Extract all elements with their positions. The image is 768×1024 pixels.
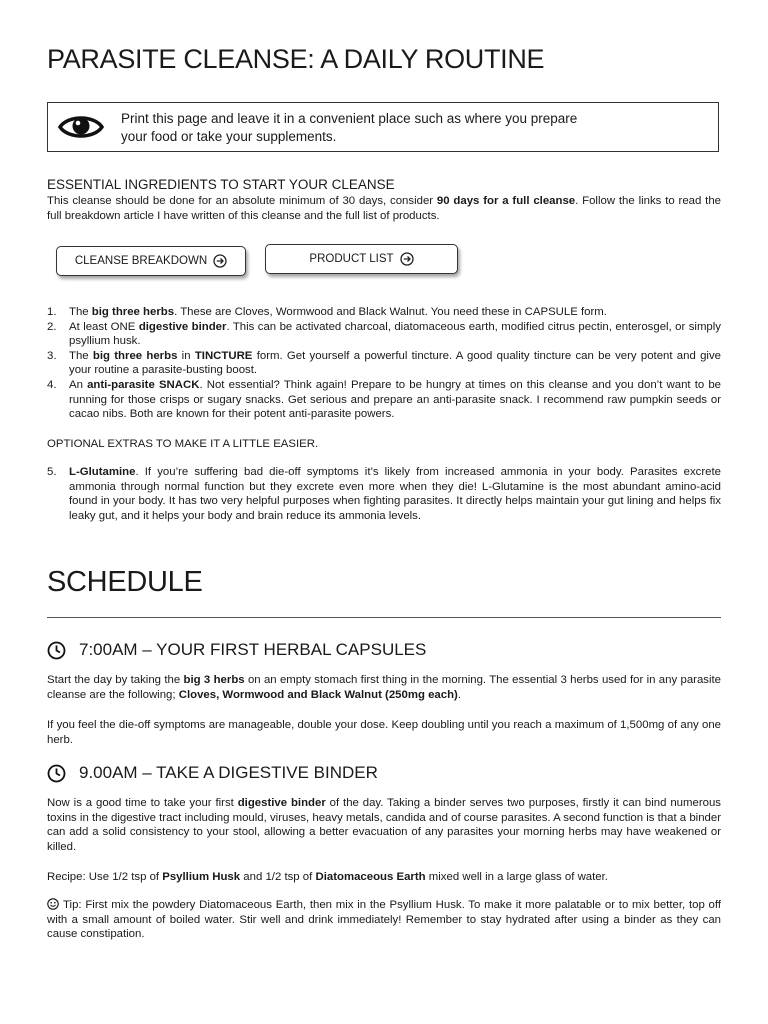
item-emphasis: TINCTURE [194,349,253,362]
item-emphasis: big three herbs [91,306,175,318]
paragraph-text: Recipe: Use 1/2 tsp of [47,871,163,883]
list-item [47,320,721,349]
cleanse-breakdown-label: CLEANSE BREAKDOWN [74,255,208,267]
item-text: The [69,349,93,362]
product-list-label: PRODUCT LIST [309,253,394,265]
paragraph-text: Start the day by taking the [47,674,184,686]
cleanse-breakdown-button[interactable] [56,246,246,276]
paragraph-emphasis: digestive binder [237,797,326,809]
notice-text [121,110,711,146]
paragraph-emphasis: Cloves, Wormwood and Black Walnut (250mg each) [178,688,458,701]
eye-icon [58,111,104,143]
title-sub: A DAILY ROUTINE [320,44,545,74]
arrow-circle-icon [213,254,227,268]
list-item [47,305,721,320]
list-item [47,465,721,523]
list-item [47,378,721,422]
title-main: PARASITE CLEANSE: [47,44,315,74]
time-heading-7am [47,640,426,660]
recipe-line [47,870,721,885]
notice-line-2: your food or take your supplements. [121,129,337,144]
print-notice-box [47,102,719,152]
item-emphasis: big three herbs [92,349,178,362]
s1-paragraph-2: If you feel the die-off symptoms are manageable, double your dose. Keep doubling until you reach a maximum of 1,500mg of any one herb. [47,719,721,746]
item-text: An [69,378,88,391]
list-number: 5. [47,466,57,478]
intro-text-end: . Follow the links to read the full breakdown article I have written of this cleanse and the full list of products. [47,195,721,222]
item-text: The [69,306,92,318]
list-number: 2. [47,320,57,333]
essentials-intro [47,194,721,223]
s2-paragraph-1 [47,796,721,854]
time-heading-label: 7:00AM – YOUR FIRST HERBAL CAPSULES [79,640,427,659]
paragraph-emphasis: Psyllium Husk [162,871,241,883]
optional-heading: OPTIONAL EXTRAS TO MAKE IT A LITTLE EASIER. [47,438,319,450]
paragraph-emphasis: Diatomaceous Earth [315,871,426,883]
paragraph-text: on an empty stomach first thing in the morning. The essential 3 herbs used for in any parasite cleanse are the following; [47,674,722,701]
notice-line-1: Print this page and leave it in a convenient place such as where you prepare [121,111,578,126]
item-text: form. Get yourself a powerful tincture. A good quality tincture can be very potent and give your routine a parasite-busting boost. [69,349,721,377]
item-text: . These are Cloves, Wormwood and Black Walnut. You need these in CAPSULE form. [174,306,607,318]
item-emphasis: L-Glutamine [69,466,136,478]
paragraph-text: and 1/2 tsp of [240,871,316,883]
paragraph-text: Now is a good time to take your first [47,797,238,809]
list-number: 3. [47,349,57,362]
item-emphasis: digestive binder [138,320,227,333]
list-number: 1. [47,306,57,318]
product-list-button[interactable] [265,244,458,274]
clock-icon [47,641,66,660]
arrow-circle-icon [400,252,414,266]
section-divider [47,617,721,618]
item-text: . If you’re suffering bad die-off symptoms it’s likely from increased ammonia in your body. Parasites excrete ammonia through normal function but they excrete even more when they die! L-Glutamine is the most abundant amino-acid found in your body. It has two very helpful purposes when fighting parasites. It directly helps maintain your gut lining and helps fix leaky gut, and it helps your body and brain reduce its ammonia levels. [69,466,721,522]
item-text: . Not essential? Think again! Prepare to be hungry at times on this cleanse and you don’t want to be running for those crisps or sugary snacks. Get serious and prepare an anti-parasite snack. I recommend raw pumpkin seeds or cacao nibs. Both are known for their potent anti-parasite powers. [69,378,722,421]
intro-emphasis: 90 days for a full cleanse [436,195,576,207]
paragraph-text: of the day. Taking a binder serves two purposes, firstly it can bind numerous toxins in the digestive tract including mould, viruses, heavy metals, candida and of course parasites. A second function is that a binder can add a solid consistency to your stool, allowing a better evacuation of any parasites your morning herbs may have weakened or killed. [47,797,721,853]
list-number: 4. [47,378,57,391]
time-heading-9am [47,763,378,783]
item-text: . This can be activated charcoal, diatomaceous earth, modified citrus pectin, enterosgel, or simply psyllium husk. [69,320,721,348]
item-text: in [177,349,195,362]
tip-text: Tip: First mix the powdery Diatomaceous Earth, then mix in the Psyllium Husk. To make it more palatable or to mix better, top off with a small amount of boiled water. Stir well and drink immediately! Remember to stay hydrated after using a binder as they can cause constipation. [47,899,721,941]
essentials-heading: ESSENTIAL INGREDIENTS TO START YOUR CLEANSE [47,177,395,192]
page-title [47,44,544,75]
optional-list [47,465,721,523]
paragraph-emphasis: big 3 herbs [183,674,245,686]
paragraph-text: mixed well in a large glass of water. [425,871,608,883]
schedule-heading: SCHEDULE [47,566,203,598]
item-emphasis: anti-parasite SNACK [87,378,200,391]
essentials-list [47,305,721,422]
smiley-icon [47,898,59,910]
time-heading-label: 9.00AM – TAKE A DIGESTIVE BINDER [79,763,378,782]
tip-paragraph [47,898,721,942]
intro-text: This cleanse should be done for an absolute minimum of 30 days, consider [47,195,437,207]
item-text: At least ONE [69,320,139,333]
list-item [47,349,721,378]
paragraph-text: . [457,688,462,701]
clock-icon [47,764,66,783]
s1-paragraph-1 [47,673,721,702]
